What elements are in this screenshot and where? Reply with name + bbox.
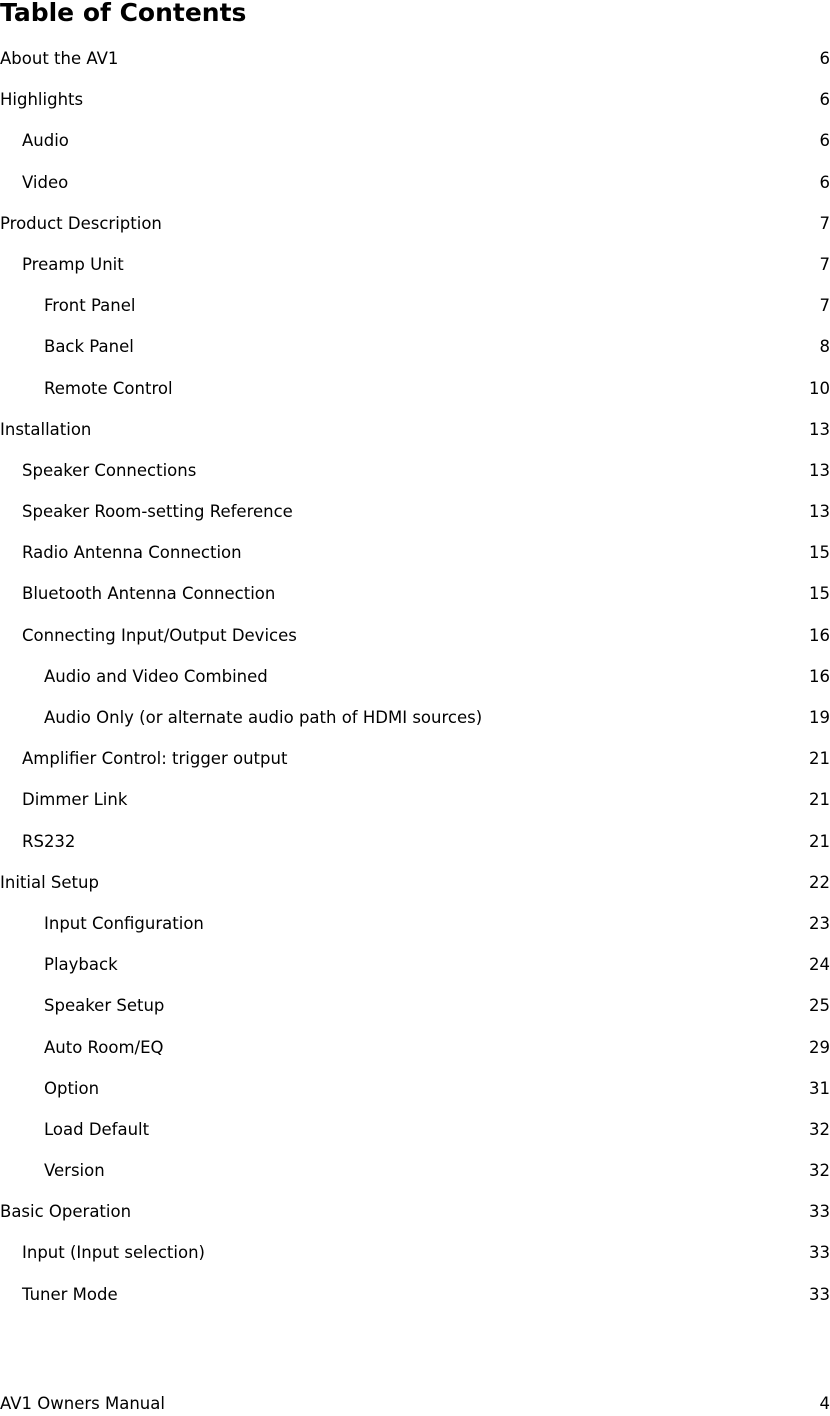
toc-entry-page-number: 33 bbox=[809, 1191, 830, 1232]
toc-entry-label: Product Description bbox=[0, 203, 162, 244]
toc-entry[interactable] bbox=[0, 79, 830, 120]
toc-entry-label: Back Panel bbox=[44, 326, 134, 367]
toc-entry[interactable] bbox=[0, 1027, 830, 1068]
toc-entry-page-number: 21 bbox=[809, 738, 830, 779]
toc-entry-page-number: 7 bbox=[820, 285, 830, 326]
toc-entry-page-number: 29 bbox=[809, 1027, 830, 1068]
toc-entry-label: Auto Room/EQ bbox=[44, 1027, 164, 1068]
toc-entry[interactable] bbox=[0, 409, 830, 450]
toc-entry-page-number: 33 bbox=[809, 1232, 830, 1273]
toc-entry-label: About the AV1 bbox=[0, 38, 118, 79]
toc-entry-page-number: 7 bbox=[820, 244, 830, 285]
toc-entry-page-number: 22 bbox=[809, 862, 830, 903]
toc-entry[interactable] bbox=[0, 285, 830, 326]
toc-entry-page-number: 13 bbox=[809, 409, 830, 450]
toc-entry-label: Connecting Input/Output Devices bbox=[22, 615, 297, 656]
toc-entry[interactable] bbox=[0, 821, 830, 862]
toc-entry-page-number: 6 bbox=[820, 162, 830, 203]
toc-entry-page-number: 6 bbox=[820, 79, 830, 120]
toc-entry[interactable] bbox=[0, 573, 830, 614]
toc-entry[interactable] bbox=[0, 38, 830, 79]
footer-manual-title: AV1 Owners Manual bbox=[0, 1392, 165, 1416]
footer-page-number: 4 bbox=[820, 1392, 830, 1416]
toc-entry-page-number: 7 bbox=[820, 203, 830, 244]
toc-entry-page-number: 10 bbox=[809, 368, 830, 409]
toc-entry-label: Speaker Setup bbox=[44, 985, 164, 1026]
toc-entry-page-number: 16 bbox=[809, 615, 830, 656]
toc-entry-label: Load Default bbox=[44, 1109, 149, 1150]
toc-entry-label: Version bbox=[44, 1150, 105, 1191]
toc-entry-label: Playback bbox=[44, 944, 118, 985]
toc-entry-label: Video bbox=[22, 162, 68, 203]
toc-entry[interactable] bbox=[0, 120, 830, 161]
toc-entry[interactable] bbox=[0, 1150, 830, 1191]
toc-entry-label: Initial Setup bbox=[0, 862, 99, 903]
toc-entry[interactable] bbox=[0, 1109, 830, 1150]
toc-entry-page-number: 6 bbox=[820, 120, 830, 161]
toc-entry-page-number: 16 bbox=[809, 656, 830, 697]
toc-entry-page-number: 15 bbox=[809, 573, 830, 614]
toc-entry[interactable] bbox=[0, 944, 830, 985]
toc-entry[interactable] bbox=[0, 903, 830, 944]
toc-entry-label: Bluetooth Antenna Connection bbox=[22, 573, 275, 614]
toc-entry-page-number: 6 bbox=[820, 38, 830, 79]
toc-entry-label: Amplifier Control: trigger output bbox=[22, 738, 287, 779]
toc-entry-page-number: 25 bbox=[809, 985, 830, 1026]
toc-entry[interactable] bbox=[0, 862, 830, 903]
toc-entry-page-number: 15 bbox=[809, 532, 830, 573]
toc-entry[interactable] bbox=[0, 1191, 830, 1232]
toc-entry-label: Highlights bbox=[0, 79, 83, 120]
toc-entry-page-number: 21 bbox=[809, 821, 830, 862]
toc-entry-page-number: 33 bbox=[809, 1274, 830, 1315]
toc-entry[interactable] bbox=[0, 326, 830, 367]
toc-entry[interactable] bbox=[0, 450, 830, 491]
toc-entry-label: Tuner Mode bbox=[22, 1274, 118, 1315]
toc-entry-label: Installation bbox=[0, 409, 91, 450]
toc-entry-page-number: 8 bbox=[820, 326, 830, 367]
page-title: Table of Contents bbox=[0, 0, 246, 30]
toc-entry[interactable] bbox=[0, 1068, 830, 1109]
toc-entry-label: Remote Control bbox=[44, 368, 173, 409]
toc-entry-page-number: 19 bbox=[809, 697, 830, 738]
toc-entry-page-number: 13 bbox=[809, 491, 830, 532]
toc-entry[interactable] bbox=[0, 1232, 830, 1273]
toc-entry-page-number: 21 bbox=[809, 779, 830, 820]
table-of-contents bbox=[0, 38, 830, 1315]
toc-entry-label: Input Configuration bbox=[44, 903, 204, 944]
toc-entry[interactable] bbox=[0, 491, 830, 532]
toc-entry-page-number: 32 bbox=[809, 1150, 830, 1191]
toc-entry[interactable] bbox=[0, 779, 830, 820]
toc-entry[interactable] bbox=[0, 1274, 830, 1315]
toc-entry-page-number: 23 bbox=[809, 903, 830, 944]
toc-entry-label: Speaker Connections bbox=[22, 450, 196, 491]
toc-entry-label: Option bbox=[44, 1068, 99, 1109]
toc-entry-page-number: 24 bbox=[809, 944, 830, 985]
toc-entry[interactable] bbox=[0, 532, 830, 573]
toc-entry-page-number: 31 bbox=[809, 1068, 830, 1109]
toc-entry-page-number: 13 bbox=[809, 450, 830, 491]
toc-entry-label: Radio Antenna Connection bbox=[22, 532, 242, 573]
toc-entry[interactable] bbox=[0, 162, 830, 203]
toc-entry[interactable] bbox=[0, 697, 830, 738]
toc-entry[interactable] bbox=[0, 368, 830, 409]
toc-entry-label: Preamp Unit bbox=[22, 244, 124, 285]
toc-entry-page-number: 32 bbox=[809, 1109, 830, 1150]
toc-entry[interactable] bbox=[0, 203, 830, 244]
toc-entry[interactable] bbox=[0, 985, 830, 1026]
toc-entry[interactable] bbox=[0, 615, 830, 656]
toc-entry-label: Audio bbox=[22, 120, 69, 161]
toc-entry[interactable] bbox=[0, 244, 830, 285]
toc-entry[interactable] bbox=[0, 656, 830, 697]
toc-entry-label: Speaker Room-setting Reference bbox=[22, 491, 293, 532]
toc-entry-label: Basic Operation bbox=[0, 1191, 131, 1232]
toc-entry-label: Audio Only (or alternate audio path of HDMI sources) bbox=[44, 697, 482, 738]
toc-entry-label: Audio and Video Combined bbox=[44, 656, 268, 697]
toc-entry-label: RS232 bbox=[22, 821, 75, 862]
toc-entry-label: Dimmer Link bbox=[22, 779, 127, 820]
toc-entry-label: Input (Input selection) bbox=[22, 1232, 205, 1273]
toc-entry-label: Front Panel bbox=[44, 285, 136, 326]
toc-entry[interactable] bbox=[0, 738, 830, 779]
